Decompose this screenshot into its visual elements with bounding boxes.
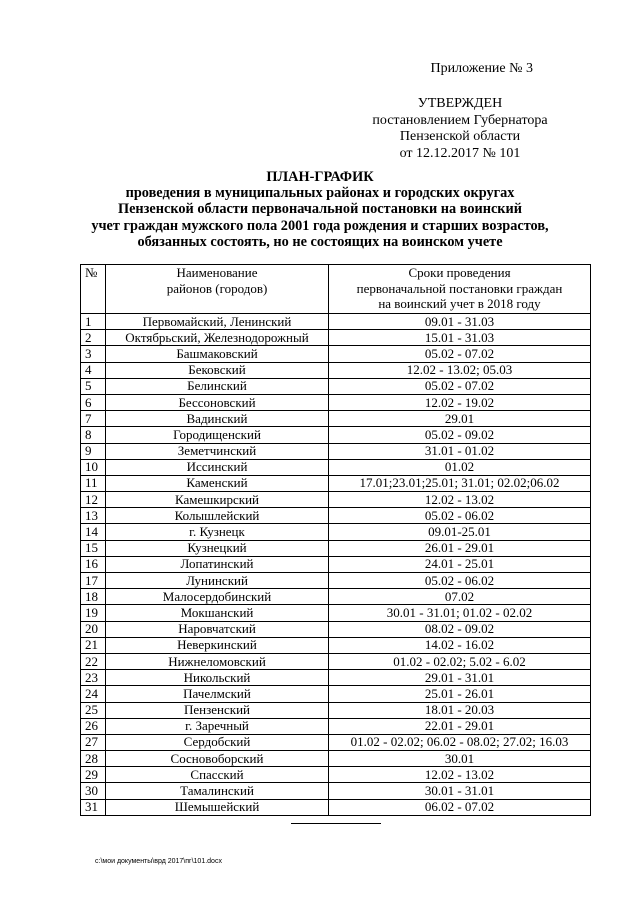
row-number: 10 bbox=[81, 459, 106, 475]
row-dates: 12.02 - 13.02 bbox=[329, 767, 591, 783]
row-dates: 05.02 - 07.02 bbox=[329, 346, 591, 362]
row-number: 28 bbox=[81, 751, 106, 767]
row-number: 17 bbox=[81, 573, 106, 589]
table-row bbox=[81, 799, 591, 815]
row-dates: 05.02 - 06.02 bbox=[329, 573, 591, 589]
row-number: 16 bbox=[81, 556, 106, 572]
table-row bbox=[81, 621, 591, 637]
table-row bbox=[81, 314, 591, 330]
row-district: Каменский bbox=[106, 475, 329, 491]
row-number: 29 bbox=[81, 767, 106, 783]
row-dates: 29.01 bbox=[329, 411, 591, 427]
row-district: Пачелмский bbox=[106, 686, 329, 702]
title-subtitle-line: обязанных состоять, но не состоящих на воинском учете bbox=[137, 233, 503, 250]
table-row bbox=[81, 508, 591, 524]
header-district bbox=[106, 265, 329, 314]
row-district: Неверкинский bbox=[106, 637, 329, 653]
row-dates: 26.01 - 29.01 bbox=[329, 540, 591, 556]
row-dates: 09.01-25.01 bbox=[329, 524, 591, 540]
row-dates: 01.02 - 02.02; 5.02 - 6.02 bbox=[329, 653, 591, 669]
row-dates: 31.01 - 01.02 bbox=[329, 443, 591, 459]
approval-line: УТВЕРЖДЕН bbox=[417, 96, 503, 111]
row-district: Тамалинский bbox=[106, 783, 329, 799]
table-row bbox=[81, 718, 591, 734]
row-district: Вадинский bbox=[106, 411, 329, 427]
row-number: 13 bbox=[81, 508, 106, 524]
header-num-label: № bbox=[85, 265, 98, 280]
row-district: Октябрьский, Железнодорожный bbox=[106, 330, 329, 346]
row-district: Кузнецкий bbox=[106, 540, 329, 556]
row-district: Колышлейский bbox=[106, 508, 329, 524]
approval-line: постановлением Губернатора bbox=[372, 112, 548, 128]
header-dates-line: Сроки проведения bbox=[408, 265, 511, 280]
row-dates: 12.02 - 13.02; 05.03 bbox=[329, 362, 591, 378]
header-num bbox=[81, 265, 106, 314]
table-row bbox=[81, 330, 591, 346]
row-district: Бековский bbox=[106, 362, 329, 378]
row-dates: 05.02 - 07.02 bbox=[329, 378, 591, 394]
row-number: 24 bbox=[81, 686, 106, 702]
row-number: 5 bbox=[81, 378, 106, 394]
table-row bbox=[81, 427, 591, 443]
row-district: Земетчинский bbox=[106, 443, 329, 459]
row-dates: 08.02 - 09.02 bbox=[329, 621, 591, 637]
row-number: 3 bbox=[81, 346, 106, 362]
row-number: 2 bbox=[81, 330, 106, 346]
row-number: 8 bbox=[81, 427, 106, 443]
header-district-line: Наименование bbox=[176, 265, 258, 280]
table-row bbox=[81, 556, 591, 572]
row-district: Нижнеломовский bbox=[106, 653, 329, 669]
table-row bbox=[81, 734, 591, 750]
row-number: 7 bbox=[81, 411, 106, 427]
row-number: 12 bbox=[81, 492, 106, 508]
header-dates bbox=[329, 265, 591, 314]
table-row bbox=[81, 492, 591, 508]
row-district: Никольский bbox=[106, 670, 329, 686]
row-number: 30 bbox=[81, 783, 106, 799]
row-district: г. Кузнецк bbox=[106, 524, 329, 540]
row-number: 1 bbox=[81, 314, 106, 330]
table-row bbox=[81, 346, 591, 362]
table-row bbox=[81, 362, 591, 378]
row-dates: 17.01;23.01;25.01; 31.01; 02.02;06.02 bbox=[329, 475, 591, 491]
row-number: 15 bbox=[81, 540, 106, 556]
row-dates: 22.01 - 29.01 bbox=[329, 718, 591, 734]
table-row bbox=[81, 540, 591, 556]
row-dates: 14.02 - 16.02 bbox=[329, 637, 591, 653]
row-number: 31 bbox=[81, 799, 106, 815]
table-row bbox=[81, 475, 591, 491]
table-row bbox=[81, 573, 591, 589]
row-district: Спасский bbox=[106, 767, 329, 783]
title-heading: ПЛАН-ГРАФИК bbox=[266, 169, 374, 185]
table-row bbox=[81, 702, 591, 718]
row-district: Камешкирский bbox=[106, 492, 329, 508]
row-dates: 05.02 - 09.02 bbox=[329, 427, 591, 443]
approval-block bbox=[350, 96, 570, 162]
header-dates-line: первоначальной постановки граждан bbox=[356, 280, 563, 296]
row-dates: 05.02 - 06.02 bbox=[329, 508, 591, 524]
row-number: 6 bbox=[81, 394, 106, 410]
document-title bbox=[0, 169, 640, 250]
row-district: Пензенский bbox=[106, 702, 329, 718]
row-dates: 09.01 - 31.03 bbox=[329, 314, 591, 330]
row-number: 20 bbox=[81, 621, 106, 637]
table-row bbox=[81, 605, 591, 621]
row-number: 27 bbox=[81, 734, 106, 750]
table-row bbox=[81, 411, 591, 427]
row-number: 11 bbox=[81, 475, 106, 491]
row-district: Лопатинский bbox=[106, 556, 329, 572]
row-dates: 01.02 bbox=[329, 459, 591, 475]
row-district: Сердобский bbox=[106, 734, 329, 750]
row-dates: 29.01 - 31.01 bbox=[329, 670, 591, 686]
approval-line: Пензенской области bbox=[399, 129, 521, 144]
row-number: 18 bbox=[81, 589, 106, 605]
row-number: 22 bbox=[81, 653, 106, 669]
table-row bbox=[81, 767, 591, 783]
table-row bbox=[81, 459, 591, 475]
row-dates: 12.02 - 13.02 bbox=[329, 492, 591, 508]
row-dates: 12.02 - 19.02 bbox=[329, 394, 591, 410]
row-dates: 06.02 - 07.02 bbox=[329, 799, 591, 815]
row-district: Первомайский, Ленинский bbox=[106, 314, 329, 330]
file-path: c:\мои документы\врд 2017\пг\101.docx bbox=[95, 858, 222, 865]
plan-table bbox=[80, 264, 591, 816]
title-subtitle-line: проведения в муниципальных районах и городских округах bbox=[125, 185, 515, 202]
row-district: Бессоновский bbox=[106, 394, 329, 410]
row-district: Лунинский bbox=[106, 573, 329, 589]
table-row bbox=[81, 589, 591, 605]
row-number: 25 bbox=[81, 702, 106, 718]
row-district: Городищенский bbox=[106, 427, 329, 443]
row-district: Шемышейский bbox=[106, 799, 329, 815]
row-number: 4 bbox=[81, 362, 106, 378]
row-number: 9 bbox=[81, 443, 106, 459]
table-row bbox=[81, 686, 591, 702]
approval-line: от 12.12.2017 № 101 bbox=[399, 145, 521, 161]
end-rule bbox=[291, 823, 381, 824]
row-number: 23 bbox=[81, 670, 106, 686]
table-row bbox=[81, 378, 591, 394]
row-district: Иссинский bbox=[106, 459, 329, 475]
row-dates: 07.02 bbox=[329, 589, 591, 605]
row-dates: 18.01 - 20.03 bbox=[329, 702, 591, 718]
row-district: г. Заречный bbox=[106, 718, 329, 734]
row-number: 19 bbox=[81, 605, 106, 621]
table-row bbox=[81, 653, 591, 669]
title-subtitle-line: Пензенской области первоначальной постановки на воинский bbox=[117, 201, 523, 218]
table-body bbox=[81, 314, 591, 816]
table-header-row bbox=[81, 265, 591, 314]
table-row bbox=[81, 394, 591, 410]
row-dates: 25.01 - 26.01 bbox=[329, 686, 591, 702]
table-row bbox=[81, 637, 591, 653]
row-district: Сосновоборский bbox=[106, 751, 329, 767]
title-subtitle-line: учет граждан мужского пола 2001 года рождения и старших возрастов, bbox=[91, 217, 549, 234]
row-dates: 30.01 bbox=[329, 751, 591, 767]
table-row bbox=[81, 443, 591, 459]
row-district: Белинский bbox=[106, 378, 329, 394]
row-dates: 15.01 - 31.03 bbox=[329, 330, 591, 346]
row-dates: 30.01 - 31.01; 01.02 - 02.02 bbox=[329, 605, 591, 621]
table-row bbox=[81, 751, 591, 767]
row-district: Башмаковский bbox=[106, 346, 329, 362]
table-row bbox=[81, 524, 591, 540]
table-row bbox=[81, 783, 591, 799]
table-row bbox=[81, 670, 591, 686]
header-dates-line: на воинский учет в 2018 году bbox=[378, 296, 541, 311]
row-district: Малосердобинский bbox=[106, 589, 329, 605]
row-dates: 24.01 - 25.01 bbox=[329, 556, 591, 572]
appendix-label: Приложение № 3 bbox=[430, 61, 533, 76]
header-district-line: районов (городов) bbox=[166, 280, 268, 296]
row-dates: 30.01 - 31.01 bbox=[329, 783, 591, 799]
row-district: Наровчатский bbox=[106, 621, 329, 637]
row-district: Мокшанский bbox=[106, 605, 329, 621]
row-number: 26 bbox=[81, 718, 106, 734]
row-dates: 01.02 - 02.02; 06.02 - 08.02; 27.02; 16.03 bbox=[329, 734, 591, 750]
row-number: 14 bbox=[81, 524, 106, 540]
row-number: 21 bbox=[81, 637, 106, 653]
